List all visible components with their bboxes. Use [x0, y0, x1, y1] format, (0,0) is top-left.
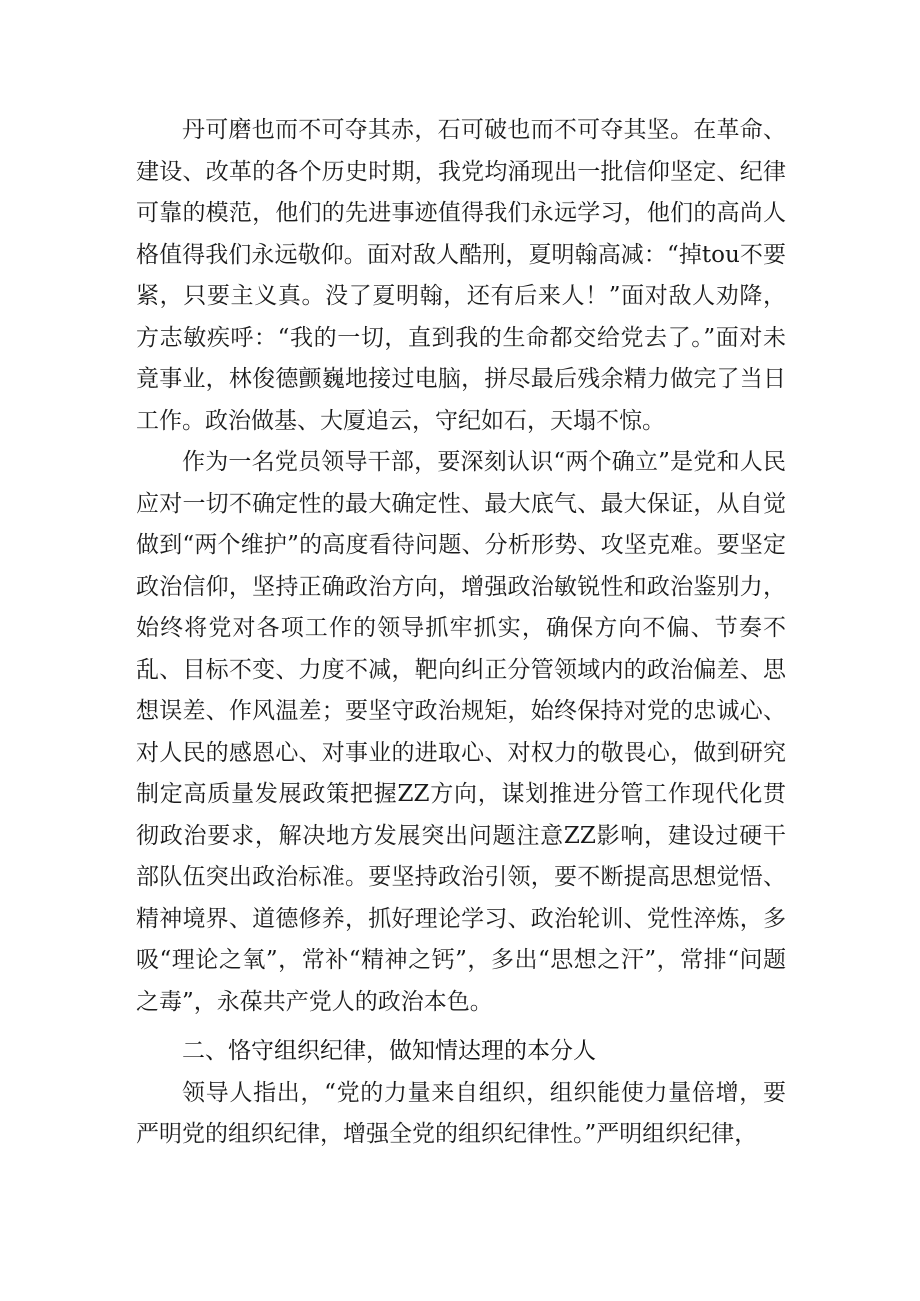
- section-heading: 二、恪守组织纪律，做知情达理的本分人: [182, 1038, 596, 1064]
- paragraph-organizational-discipline: 领导人指出，“党的力量来自组织，组织能使力量倍增，要严明党的组织纪律，增强全党的组织纪律性。”严明组织纪律，: [136, 1079, 786, 1147]
- paragraph-party-leader-duties: 作为一名党员领导干部，要深刻认识“两个确立”是党和人民应对一切不确定性的最大确定性、最大底气、最大保证，从自觉做到“两个维护”的高度看待问题、分析形势、攻坚克难。要坚定政治信仰，坚持正确政治方向，增强政治敏锐性和政治鉴别力，始终将党对各项工作的领导抓牢抓实，确保方向不偏、节奏不乱、目标不变、力度不减，靶向纠正分管领域内的政治偏差、思想误差、作风温差；要坚守政治规矩，始终保持对党的忠诚心、对人民的感恩心、对事业的进取心、对权力的敬畏心，做到研究制定高质量发展政策把握ZZ方向，谋划推进分管工作现代化贯彻政治要求，解决地方发展突出问题注意ZZ影响，建设过硬干部队伍突出政治标准。要坚持政治引领，要不断提高思想觉悟、精神境界、道德修养，抓好理论学习、政治轮训、党性淬炼，多吸“理论之氧”，常补“精神之钙”，多出“思想之汗”，常排“问题之毒”，永葆共产党人的政治本色。: [136, 449, 786, 1015]
- paragraph-revolutionary-models: 丹可磨也而不可夺其赤，石可破也而不可夺其坚。在革命、建设、改革的各个历史时期，我党均涌现出一批信仰坚定、纪律可靠的模范，他们的先进事迹值得我们永远学习，他们的高尚人格值得我们永远敬仰。面对敌人酷刑，夏明翰高减：“掉tou不要紧，只要主义真。没了夏明翰，还有后来人！”面对敌人劝降，方志敏疾呼：“我的一切，直到我的生命都交给党去了。”面对未竟事业，林俊德颤巍地接过电脑，拼尽最后残余精力做完了当日工作。政治做基、大厦追云，守纪如石，天塌不惊。: [136, 117, 786, 434]
- document-body: [136, 110, 786, 1156]
